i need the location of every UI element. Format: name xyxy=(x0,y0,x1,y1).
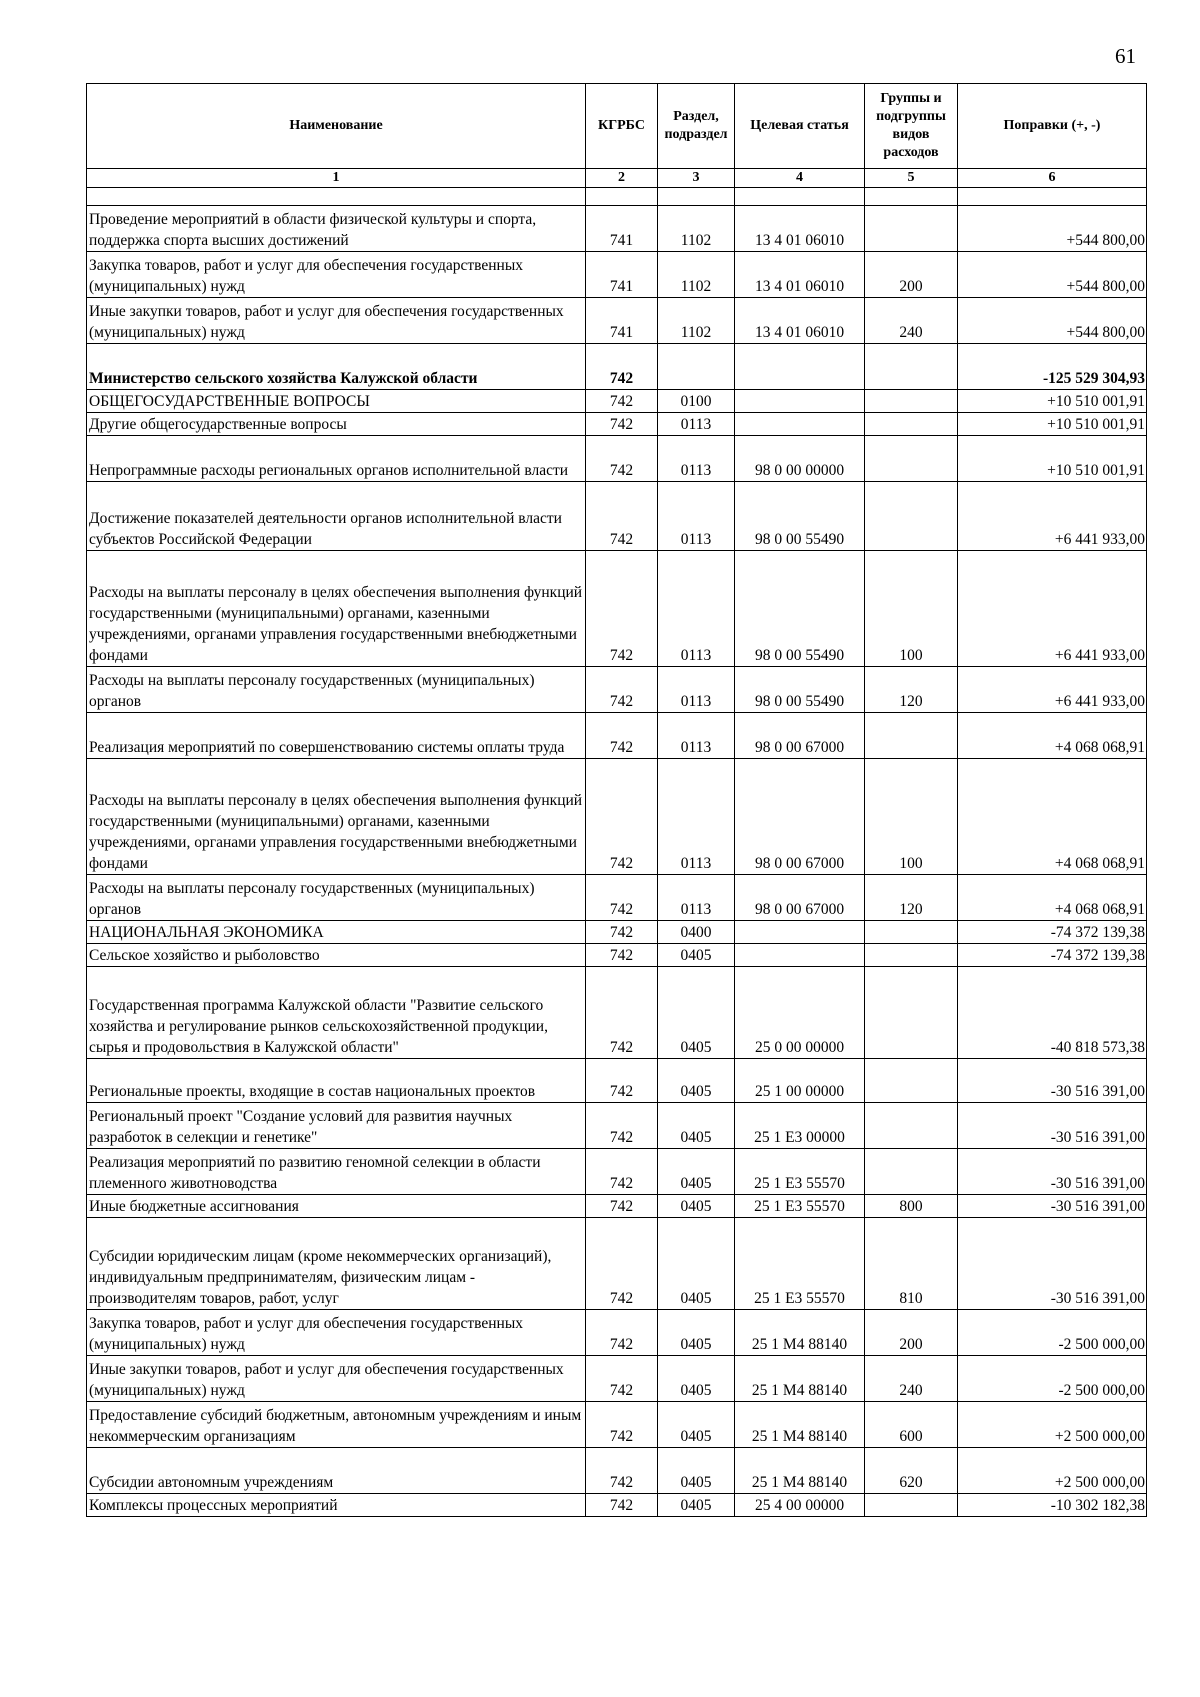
row-amount: -30 516 391,00 xyxy=(958,1059,1147,1103)
column-number: 4 xyxy=(735,169,865,188)
row-expense-group: 810 xyxy=(865,1218,958,1310)
row-section: 0113 xyxy=(658,551,735,667)
header-kgrbs: КГРБС xyxy=(586,84,658,169)
row-amount: -30 516 391,00 xyxy=(958,1195,1147,1218)
row-target xyxy=(735,944,865,967)
row-kgrbs: 741 xyxy=(586,252,658,298)
row-target: 25 1 E3 55570 xyxy=(735,1218,865,1310)
header-expense-group: Группы и подгруппы видов расходов xyxy=(865,84,958,169)
row-expense-group: 620 xyxy=(865,1448,958,1494)
row-amount: -125 529 304,93 xyxy=(958,344,1147,390)
table-row xyxy=(87,206,1147,252)
row-amount: +4 068 068,91 xyxy=(958,713,1147,759)
row-section: 0405 xyxy=(658,1059,735,1103)
row-expense-group: 100 xyxy=(865,759,958,875)
row-amount: +10 510 001,91 xyxy=(958,390,1147,413)
row-target: 98 0 00 67000 xyxy=(735,875,865,921)
row-target: 13 4 01 06010 xyxy=(735,252,865,298)
row-target xyxy=(735,344,865,390)
row-target: 98 0 00 55490 xyxy=(735,667,865,713)
table-row xyxy=(87,713,1147,759)
row-section: 0405 xyxy=(658,1356,735,1402)
row-expense-group: 200 xyxy=(865,252,958,298)
row-expense-group xyxy=(865,344,958,390)
row-kgrbs: 742 xyxy=(586,1494,658,1517)
row-kgrbs: 742 xyxy=(586,390,658,413)
row-name: Иные бюджетные ассигнования xyxy=(87,1195,586,1218)
table-row xyxy=(87,1448,1147,1494)
row-amount: +10 510 001,91 xyxy=(958,436,1147,482)
row-name: Предоставление субсидий бюджетным, автономным учреждениям и иным некоммерческим организациям xyxy=(87,1402,586,1448)
row-amount: +2 500 000,00 xyxy=(958,1448,1147,1494)
row-amount: +2 500 000,00 xyxy=(958,1402,1147,1448)
row-target: 25 1 M4 88140 xyxy=(735,1448,865,1494)
table-row xyxy=(87,252,1147,298)
row-amount: +544 800,00 xyxy=(958,298,1147,344)
table-row xyxy=(87,1103,1147,1149)
table-row xyxy=(87,413,1147,436)
row-target: 98 0 00 55490 xyxy=(735,482,865,551)
row-target: 25 1 E3 55570 xyxy=(735,1149,865,1195)
column-number: 6 xyxy=(958,169,1147,188)
row-kgrbs: 741 xyxy=(586,206,658,252)
table-row xyxy=(87,1149,1147,1195)
header-section: Раздел, подраздел xyxy=(658,84,735,169)
row-kgrbs: 742 xyxy=(586,759,658,875)
row-expense-group xyxy=(865,944,958,967)
row-kgrbs: 742 xyxy=(586,551,658,667)
table-row xyxy=(87,1218,1147,1310)
row-section: 0405 xyxy=(658,1149,735,1195)
table-row xyxy=(87,1310,1147,1356)
table-row xyxy=(87,1195,1147,1218)
row-amount: -30 516 391,00 xyxy=(958,1103,1147,1149)
column-number: 2 xyxy=(586,169,658,188)
row-section: 0113 xyxy=(658,413,735,436)
row-expense-group xyxy=(865,413,958,436)
row-expense-group xyxy=(865,390,958,413)
row-kgrbs: 742 xyxy=(586,1448,658,1494)
row-expense-group xyxy=(865,967,958,1059)
row-section: 0113 xyxy=(658,759,735,875)
table-row xyxy=(87,667,1147,713)
row-target xyxy=(735,413,865,436)
row-expense-group xyxy=(865,713,958,759)
row-name: Региональные проекты, входящие в состав национальных проектов xyxy=(87,1059,586,1103)
row-amount: +6 441 933,00 xyxy=(958,667,1147,713)
row-expense-group xyxy=(865,1059,958,1103)
row-name: Закупка товаров, работ и услуг для обеспечения государственных (муниципальных) нужд xyxy=(87,1310,586,1356)
row-target: 25 1 M4 88140 xyxy=(735,1310,865,1356)
row-section: 0405 xyxy=(658,1195,735,1218)
spacer-row xyxy=(87,188,1147,206)
row-kgrbs: 742 xyxy=(586,1218,658,1310)
table-row xyxy=(87,1402,1147,1448)
row-target: 98 0 00 67000 xyxy=(735,713,865,759)
header-target: Целевая статья xyxy=(735,84,865,169)
table-row xyxy=(87,1494,1147,1517)
row-kgrbs: 742 xyxy=(586,436,658,482)
row-target: 25 1 E3 00000 xyxy=(735,1103,865,1149)
row-kgrbs: 742 xyxy=(586,875,658,921)
row-expense-group xyxy=(865,436,958,482)
row-expense-group: 600 xyxy=(865,1402,958,1448)
row-amount: -74 372 139,38 xyxy=(958,944,1147,967)
row-name: Расходы на выплаты персоналу в целях обеспечения выполнения функций государственными (муниципальными) органами, казенными учреждениями, органами управления государственными внебюджетными фондами xyxy=(87,759,586,875)
row-kgrbs: 742 xyxy=(586,713,658,759)
row-target: 13 4 01 06010 xyxy=(735,206,865,252)
row-expense-group: 120 xyxy=(865,667,958,713)
column-number: 5 xyxy=(865,169,958,188)
row-name: Другие общегосударственные вопросы xyxy=(87,413,586,436)
row-expense-group: 800 xyxy=(865,1195,958,1218)
row-amount: -74 372 139,38 xyxy=(958,921,1147,944)
row-section: 1102 xyxy=(658,252,735,298)
row-expense-group: 200 xyxy=(865,1310,958,1356)
row-kgrbs: 742 xyxy=(586,344,658,390)
row-amount: -10 302 182,38 xyxy=(958,1494,1147,1517)
header-amendments: Поправки (+, -) xyxy=(958,84,1147,169)
row-kgrbs: 742 xyxy=(586,1103,658,1149)
row-target: 98 0 00 00000 xyxy=(735,436,865,482)
row-target xyxy=(735,921,865,944)
row-amount: +6 441 933,00 xyxy=(958,482,1147,551)
row-name: Сельское хозяйство и рыболовство xyxy=(87,944,586,967)
row-name: НАЦИОНАЛЬНАЯ ЭКОНОМИКА xyxy=(87,921,586,944)
row-target: 25 1 00 00000 xyxy=(735,1059,865,1103)
row-section: 1102 xyxy=(658,206,735,252)
row-section: 0113 xyxy=(658,482,735,551)
row-section: 0405 xyxy=(658,1494,735,1517)
row-expense-group xyxy=(865,1149,958,1195)
row-kgrbs: 742 xyxy=(586,482,658,551)
table-row xyxy=(87,344,1147,390)
row-kgrbs: 742 xyxy=(586,1195,658,1218)
column-number-row xyxy=(87,169,1147,188)
row-target: 25 4 00 00000 xyxy=(735,1494,865,1517)
table-row xyxy=(87,390,1147,413)
table-row xyxy=(87,1356,1147,1402)
row-section: 0100 xyxy=(658,390,735,413)
table-row xyxy=(87,482,1147,551)
row-target: 25 0 00 00000 xyxy=(735,967,865,1059)
table-row xyxy=(87,551,1147,667)
row-kgrbs: 742 xyxy=(586,1059,658,1103)
table-row xyxy=(87,298,1147,344)
table-row xyxy=(87,967,1147,1059)
row-name: Иные закупки товаров, работ и услуг для обеспечения государственных (муниципальных) нужд xyxy=(87,298,586,344)
row-name: Расходы на выплаты персоналу государственных (муниципальных) органов xyxy=(87,667,586,713)
row-section: 0405 xyxy=(658,1310,735,1356)
table-row xyxy=(87,944,1147,967)
row-section xyxy=(658,344,735,390)
row-target xyxy=(735,390,865,413)
row-kgrbs: 742 xyxy=(586,921,658,944)
row-amount: +6 441 933,00 xyxy=(958,551,1147,667)
row-expense-group xyxy=(865,921,958,944)
header-name: Наименование xyxy=(87,84,586,169)
row-expense-group xyxy=(865,1103,958,1149)
row-section: 1102 xyxy=(658,298,735,344)
page-number: 61 xyxy=(1115,44,1136,68)
row-kgrbs: 741 xyxy=(586,298,658,344)
row-section: 0113 xyxy=(658,436,735,482)
row-amount: -30 516 391,00 xyxy=(958,1149,1147,1195)
table-row xyxy=(87,759,1147,875)
row-name: Региональный проект "Создание условий для развития научных разработок в селекции и генетике" xyxy=(87,1103,586,1149)
row-amount: -40 818 573,38 xyxy=(958,967,1147,1059)
column-number: 3 xyxy=(658,169,735,188)
row-expense-group xyxy=(865,1494,958,1517)
row-section: 0113 xyxy=(658,667,735,713)
column-number: 1 xyxy=(87,169,586,188)
row-section: 0405 xyxy=(658,944,735,967)
row-section: 0405 xyxy=(658,1103,735,1149)
row-name: Министерство сельского хозяйства Калужской области xyxy=(87,344,586,390)
row-kgrbs: 742 xyxy=(586,1402,658,1448)
row-target: 13 4 01 06010 xyxy=(735,298,865,344)
row-target: 25 1 M4 88140 xyxy=(735,1356,865,1402)
row-name: Проведение мероприятий в области физической культуры и спорта, поддержка спорта высших достижений xyxy=(87,206,586,252)
row-amount: +10 510 001,91 xyxy=(958,413,1147,436)
row-kgrbs: 742 xyxy=(586,1310,658,1356)
row-section: 0113 xyxy=(658,875,735,921)
row-amount: -2 500 000,00 xyxy=(958,1356,1147,1402)
row-target: 98 0 00 67000 xyxy=(735,759,865,875)
row-kgrbs: 742 xyxy=(586,667,658,713)
row-expense-group: 100 xyxy=(865,551,958,667)
row-amount: +544 800,00 xyxy=(958,206,1147,252)
row-section: 0113 xyxy=(658,713,735,759)
row-name: Комплексы процессных мероприятий xyxy=(87,1494,586,1517)
row-amount: -2 500 000,00 xyxy=(958,1310,1147,1356)
budget-amendments-table xyxy=(86,83,1147,1517)
row-name: Реализация мероприятий по совершенствованию системы оплаты труда xyxy=(87,713,586,759)
table-row xyxy=(87,875,1147,921)
row-kgrbs: 742 xyxy=(586,1356,658,1402)
row-expense-group: 240 xyxy=(865,1356,958,1402)
row-expense-group xyxy=(865,482,958,551)
row-name: Государственная программа Калужской области "Развитие сельского хозяйства и регулирование рынков сельскохозяйственной продукции, сырья и продовольствия в Калужской области" xyxy=(87,967,586,1059)
row-amount: -30 516 391,00 xyxy=(958,1218,1147,1310)
row-name: Расходы на выплаты персоналу в целях обеспечения выполнения функций государственными (муниципальными) органами, казенными учреждениями, органами управления государственными внебюджетными фондами xyxy=(87,551,586,667)
table-row xyxy=(87,1059,1147,1103)
row-amount: +4 068 068,91 xyxy=(958,759,1147,875)
row-section: 0405 xyxy=(658,1448,735,1494)
row-target: 98 0 00 55490 xyxy=(735,551,865,667)
row-name: Достижение показателей деятельности органов исполнительной власти субъектов Российской Федерации xyxy=(87,482,586,551)
row-name: Расходы на выплаты персоналу государственных (муниципальных) органов xyxy=(87,875,586,921)
row-expense-group: 240 xyxy=(865,298,958,344)
row-expense-group xyxy=(865,206,958,252)
row-kgrbs: 742 xyxy=(586,967,658,1059)
row-name: Непрограммные расходы региональных органов исполнительной власти xyxy=(87,436,586,482)
row-target: 25 1 E3 55570 xyxy=(735,1195,865,1218)
row-name: Субсидии юридическим лицам (кроме некоммерческих организаций), индивидуальным предпринимателям, физическим лицам - производителям товаров, работ, услуг xyxy=(87,1218,586,1310)
row-name: ОБЩЕГОСУДАРСТВЕННЫЕ ВОПРОСЫ xyxy=(87,390,586,413)
row-kgrbs: 742 xyxy=(586,1149,658,1195)
row-section: 0405 xyxy=(658,1402,735,1448)
row-name: Субсидии автономным учреждениям xyxy=(87,1448,586,1494)
row-amount: +4 068 068,91 xyxy=(958,875,1147,921)
row-expense-group: 120 xyxy=(865,875,958,921)
row-name: Иные закупки товаров, работ и услуг для обеспечения государственных (муниципальных) нужд xyxy=(87,1356,586,1402)
row-section: 0400 xyxy=(658,921,735,944)
row-name: Реализация мероприятий по развитию геномной селекции в области племенного животноводства xyxy=(87,1149,586,1195)
table-row xyxy=(87,921,1147,944)
row-amount: +544 800,00 xyxy=(958,252,1147,298)
header-row xyxy=(87,84,1147,169)
table-row xyxy=(87,436,1147,482)
row-name: Закупка товаров, работ и услуг для обеспечения государственных (муниципальных) нужд xyxy=(87,252,586,298)
row-kgrbs: 742 xyxy=(586,413,658,436)
row-section: 0405 xyxy=(658,967,735,1059)
row-target: 25 1 M4 88140 xyxy=(735,1402,865,1448)
row-kgrbs: 742 xyxy=(586,944,658,967)
row-section: 0405 xyxy=(658,1218,735,1310)
